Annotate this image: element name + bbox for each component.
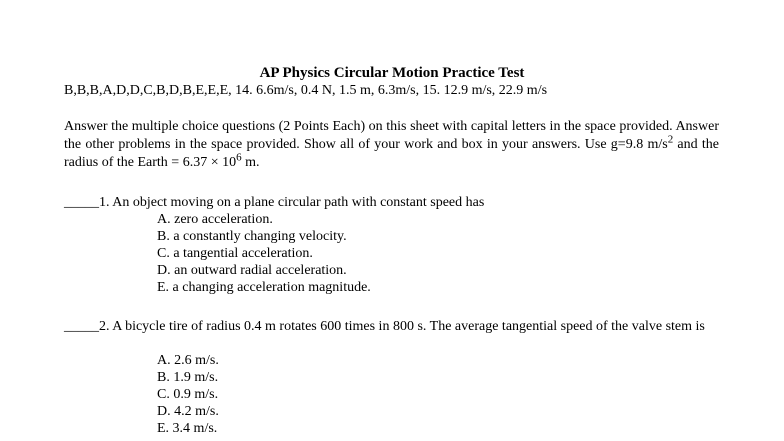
- q1-option-a: A. zero acceleration.: [157, 212, 273, 227]
- instructions-paragraph: [64, 118, 719, 172]
- instructions-text-after: and the radius of the Earth = 6.37 × 10: [64, 137, 719, 170]
- q2-option-b: B. 1.9 m/s.: [157, 370, 219, 385]
- q1-option-d: D. an outward radial acceleration.: [157, 263, 347, 278]
- q2-option-e: E. 3.4 m/s.: [157, 421, 218, 436]
- earth-radius-exponent: 6: [236, 151, 242, 164]
- page-title: AP Physics Circular Motion Practice Test: [259, 65, 525, 81]
- q1-option-c: C. a tangential acceleration.: [157, 246, 313, 261]
- q1-option-b: B. a constantly changing velocity.: [157, 229, 347, 244]
- q2-option-d: D. 4.2 m/s.: [157, 404, 219, 419]
- question-number-1: 1.: [99, 195, 110, 210]
- q2-option-a: A. 2.6 m/s.: [157, 353, 219, 368]
- answer-blank-2[interactable]: _____: [64, 319, 99, 334]
- answer-blank-1[interactable]: _____: [64, 195, 99, 210]
- instructions-text: Answer the multiple choice questions (2 Points Each) on this sheet with capital letters in the space provided. Answer the other problems in the space provided. Show all of your work and box in your answers. Use g=9.8 m/s: [64, 119, 719, 152]
- question-prompt-2: A bicycle tire of radius 0.4 m rotates 600 times in 800 s. The average tangential speed of the valve stem is: [109, 319, 705, 334]
- q2-option-c: C. 0.9 m/s.: [157, 387, 219, 402]
- question-1-options: [157, 211, 371, 296]
- question-2: [64, 318, 719, 335]
- question-1: [64, 194, 719, 211]
- answer-key: B,B,B,A,D,D,C,B,D,B,E,E,E, 14. 6.6m/s, 0.4 N, 1.5 m, 6.3m/s, 15. 12.9 m/s, 22.9 m/s: [64, 83, 548, 98]
- gravity-exponent: 2: [667, 133, 674, 146]
- question-prompt-1: An object moving on a plane circular path with constant speed has: [109, 195, 485, 210]
- q1-option-e: E. a changing acceleration magnitude.: [157, 280, 371, 295]
- question-number-2: 2.: [99, 319, 110, 334]
- question-2-options: [157, 352, 219, 437]
- instructions-unit: m.: [241, 155, 260, 170]
